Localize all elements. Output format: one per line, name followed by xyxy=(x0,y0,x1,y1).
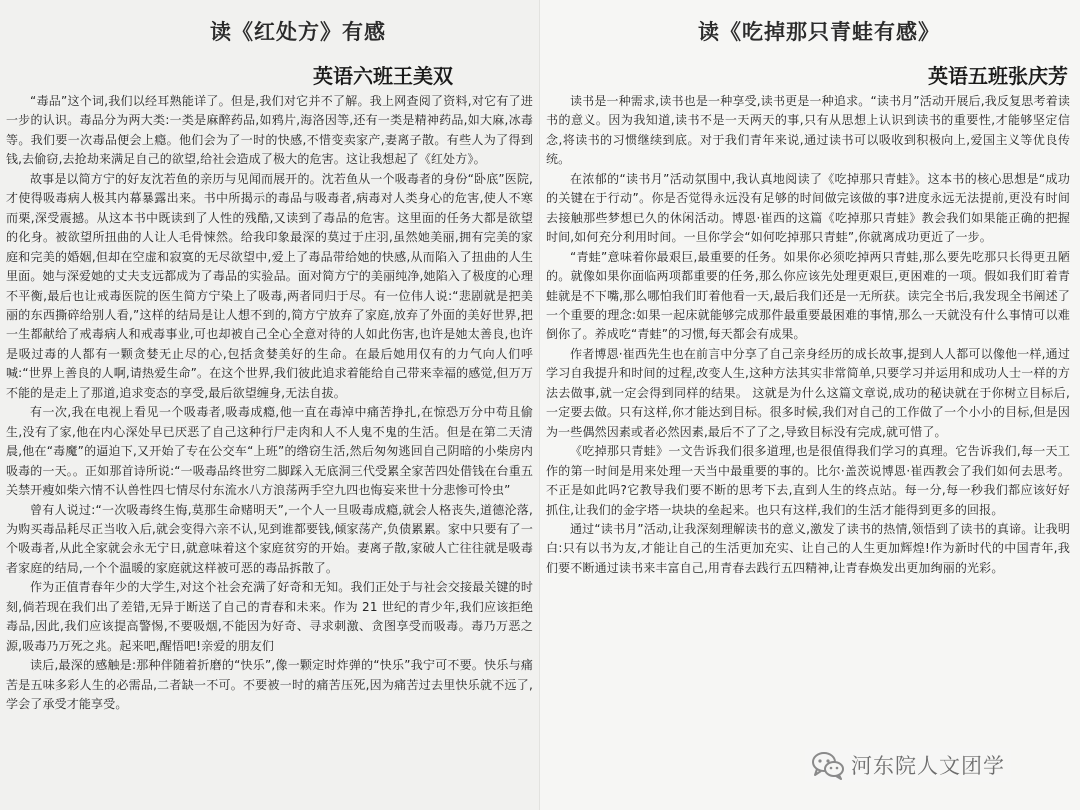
right-paragraph-1: 读书是一种需求,读书也是一种享受,读书更是一种追求。“读书月”活动开展后,我反复思考着读书的意义。因为我知道,读书不是一天两天的事,只有从思想上认识到读书的重要性,才能够坚定信念,将读书的习惯继续到底。对于我们青年来说,通过读书可以吸收到积极向上,爱国主义等优良传统。 xyxy=(546,94,1070,167)
wechat-watermark xyxy=(805,748,1011,782)
right-article xyxy=(540,0,1080,810)
right-article-title: 读《吃掉那只青蛙有感》 xyxy=(698,20,940,44)
watermark-text: 河东院人文团学 xyxy=(851,754,1005,778)
left-article-author: 英语六班王美双 xyxy=(313,64,453,88)
right-article-author: 英语五班张庆芳 xyxy=(928,64,1068,88)
right-article-body xyxy=(546,92,1070,578)
wechat-icon xyxy=(811,750,845,780)
left-paragraph-4: 曾有人说过:“一次吸毒终生悔,莫那生命赌明天”,一个人一旦吸毒成瘾,就会人格丧失,道德沦落,为购买毒品耗尽正当收入后,就会变得六亲不认,见到谁都要钱,倾家荡产,负债累累。家中只要有了一个吸毒者,从此全家就会永无宁日,就意味着这个家庭贫穷的开始。妻离子散,家破人亡往往就是吸毒者家庭的结局,一个个温暖的家庭就这样被可恶的毒品拆散了。 xyxy=(6,502,533,575)
right-paragraph-5: 《吃掉那只青蛙》一文告诉我们很多道理,也是很值得我们学习的真理。它告诉我们,每一天工作的第一时间是用来处理一天当中最重要的事的。比尔·盖茨说博恩·崔西教会了我们如何去思考。不正是如此吗?它教导我们要不断的思考下去,直到人生的终点站。每一分,每一秒我们都应该好好抓住,让我们的金字塔一块块的垒起来。也只有这样,我们的生活才能得到更多的回报。 xyxy=(546,444,1070,517)
left-paragraph-2: 故事是以简方宁的好友沈若鱼的亲历与见闻而展开的。沈若鱼从一个吸毒者的身份“卧底”医院,才使得吸毒病人极其内幕暴露出来。书中所揭示的毒品与吸毒者,病毒对人类身心的危害,使人不寒而栗,深受震撼。从这本书中既读到了人性的残酷,又读到了毒品的危害。这里面的任务大都是欲望的化身。被欲望所扭曲的人让人毛骨悚然。给我印象最深的莫过于庄羽,虽然她美丽,拥有完美的家庭和完美的婚姻,但却在空虚和寂寞的无尽欲望中,爱上了毒品带给她的快感,从而陷入了扭曲的人生里面。她与深爱她的丈夫支远都成为了毒品的实验品。面对简方宁的美丽纯净,她陷入了极度的心理不平衡,最后也让戒毒医院的医生简方宁染上了吸毒,两者同归于尽。有一位伟人说:“悲剧就是把美丽的东西撕碎给别人看,”这样的结局是让人想不到的,简方宁放弃了家庭,放弃了外面的美好世界,把一生都献给了戒毒病人和戒毒事业,可也却被自己全心全意对待的人如此伤害,也许是她太善良,也许是吸过毒的人都有一颗贪婪无止尽的心,包括贪婪美好的生命。在最后她用仅有的力气向人们呼喊:“世界上善良的人啊,请热爱生命”。在这个世界,我们彼此追求着能给自己带来幸福的感觉,但万万不能的是走上了那道,追求变态的享受,最后欲望缠身,无法自拔。 xyxy=(6,171,533,400)
right-paragraph-2: 在浓郁的“读书月”活动氛围中,我认真地阅读了《吃掉那只青蛙》。这本书的核心思想是“成功的关键在于行动”。你是否觉得永远没有足够的时间做完该做的事?进度永远无法提前,更没有时间去接触那些梦想已久的休闲活动。博恩·崔西的这篇《吃掉那只青蛙》教会我们如果能正确的把握时间,如何充分利用时间。一旦你学会“如何吃掉那只青蛙”,你就离成功更近了一步。 xyxy=(546,171,1070,245)
left-paragraph-5: 作为正值青春年少的大学生,对这个社会充满了好奇和无知。我们正处于与社会交接最关键的时刻,倘若现在我们出了差错,无异于断送了自己的青春和未来。作为 21 世纪的青少年,我们应该拒绝毒品,因此,我们应该提高警惕,不要吸烟,不能因为好奇、寻求刺激、贪图享受而吸毒。毒乃万恶之源,吸毒乃万死之兆。起来吧,醒悟吧!亲爱的朋友们 xyxy=(6,580,533,653)
right-paragraph-3: “青蛙”意味着你最艰巨,最重要的任务。如果你必须吃掉两只青蛙,那么要先吃那只长得更丑陋的。就像如果你面临两项都重要的任务,那么你应该先处理更艰巨,更困难的一项。假如我们盯着青蛙就是不下嘴,那么哪怕我们盯着他看一天,最后我们还是一无所获。读完全书后,我发现全书阐述了一个重要的理念:如果一起床就能够完成那件最重要最困难的事情,那么一天就没有什么事情可以难倒你了。养成吃“青蛙”的习惯,每天都会有成果。 xyxy=(546,249,1070,342)
right-paragraph-6: 通过“读书月”活动,让我深刻理解读书的意义,激发了读书的热情,领悟到了读书的真谛。让我明白:只有以书为友,才能让自己的生活更加充实、让自己的人生更加辉煌!作为新时代的中国青年,我们要不断通过读书来丰富自己,用青春去践行五四精神,让青春焕发出更加绚丽的光彩。 xyxy=(546,521,1070,575)
right-paragraph-4: 作者博恩·崔西先生也在前言中分享了自己亲身经历的成长故事,提到人人都可以像他一样,通过学习自我提升和时间的过程,改变人生,这种方法其实非常简单,只要学习并运用和成功人士一样的方法去做事,就一定会得到同样的结果。 这就是为什么这篇文章说,成功的秘诀就在于你树立目标后,一定要去做。只有这样,你才能达到目标。很多时候,我们对自己的工作做了一个小小的目标,但是因为一些偶然因素或者必然因素,最后不了了之,导致目标没有完成,就可惜了。 xyxy=(546,346,1070,439)
left-paragraph-3: 有一次,我在电视上看见一个吸毒者,吸毒成瘾,他一直在毒淖中痛苦挣扎,在惊恐万分中苟且偷生,没有了家,他在内心深处早已厌恶了自己这种行尸走肉和人不人鬼不鬼的生活。但是在第二天清晨,他在“毒魔”的逼迫下,又开始了专在公交车“上班”的绺窃生活,然后匆匆逃回自己阴暗的小柴房内吸毒的一天。。正如那首诗所说:“一吸毒品终世穷二脚踩入无底洞三代受累全家苦四处借钱在台重五关禁开瘦如柴六情不认兽性四七情尽付东流水八方浪荡两手空九四也悔妄来世十分悲惨可怜虫” xyxy=(6,405,534,498)
left-paragraph-6: 读后,最深的感触是:那种伴随着折磨的“快乐”,像一颗定时炸弹的“快乐”我宁可不要。快乐与痛苦是五味多彩人生的必需品,二者缺一不可。不要被一时的痛苦压死,因为痛苦过去里快乐就不远了,学会了承受才能享受。 xyxy=(6,658,533,712)
left-article-title: 读《红处方》有感 xyxy=(210,20,386,44)
left-article-body xyxy=(6,92,533,715)
left-paragraph-1: “毒品”这个词,我们以经耳熟能详了。但是,我们对它并不了解。我上网查阅了资料,对它有了进一步的认识。毒品分为两大类:一类是麻醉药品,如鸦片,海洛因等,还有一类是精神药品,如大麻,冰毒等。我们要一次毒品便会上瘾。他们会为了一时的快感,不惜变卖家产,妻离子散。有些人为了得到钱,去偷窃,去抢劫来满足自己的欲望,给社会造成了极大的危害。这让我想起了《红处方》。 xyxy=(6,94,533,167)
